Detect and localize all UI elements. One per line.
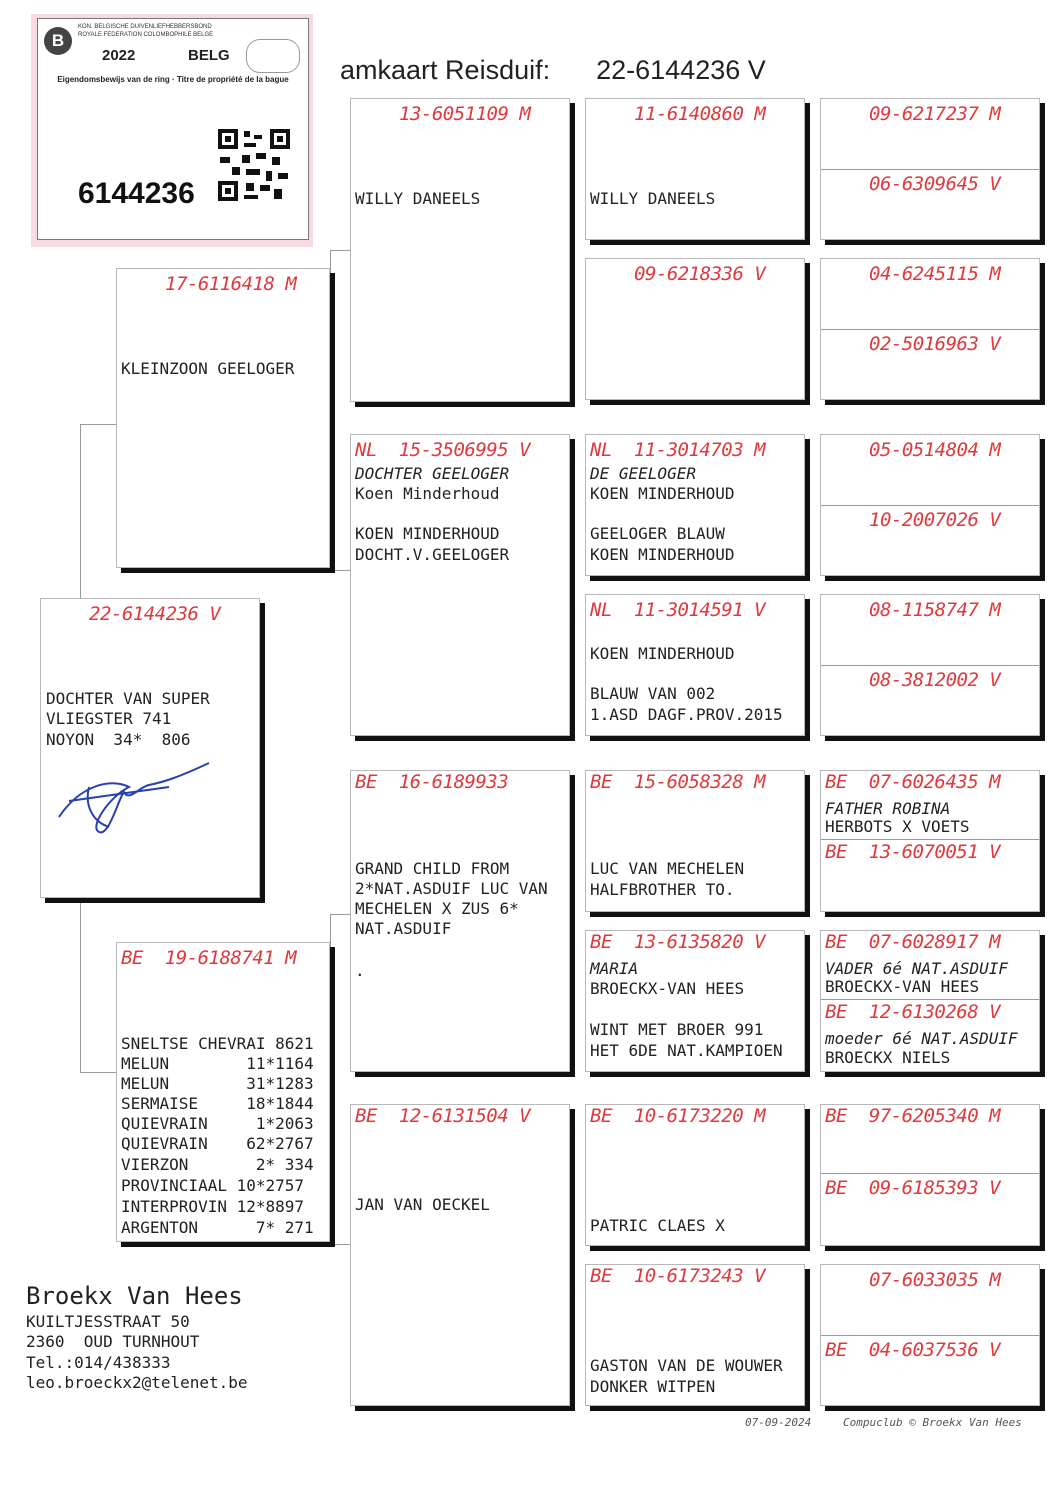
gen2-ring: NL 15-3506995 V (355, 439, 531, 461)
gen3-line: HALFBROTHER TO. (590, 880, 735, 899)
gen3-name: MARIA (590, 959, 639, 978)
gen4-ring-top: 08-1158747 M (869, 599, 1001, 621)
connector-line (330, 914, 350, 915)
divider (821, 1335, 1039, 1336)
gen2-ring: 13-6051109 M (399, 103, 531, 125)
dam-result: MELUN 11*1164 (121, 1054, 314, 1073)
gen3-ring: NL 11-3014591 V (590, 599, 766, 621)
gen3-ring: BE 10-6173243 V (590, 1265, 766, 1287)
gen3-ring: BE 15-6058328 M (590, 771, 766, 793)
ring-stamp (31, 14, 313, 247)
gen3-ring: BE 10-6173220 M (590, 1105, 766, 1127)
footer-date: 07-09-2024 (745, 1416, 812, 1429)
subject-line: NOYON 34* 806 (46, 730, 191, 749)
owner-email: leo.broeckx2@telenet.be (26, 1373, 248, 1392)
gen2-ring: BE 12-6131504 V (355, 1105, 531, 1127)
gen4-box (820, 434, 1040, 576)
gen3-line: GASTON VAN DE WOUWER (590, 1356, 783, 1375)
divider (821, 329, 1039, 330)
stamp-ring-number: 6144236 (78, 177, 195, 210)
gen4-ring-top: BE 07-6026435 M (825, 771, 1001, 793)
divider (821, 169, 1039, 170)
gen4-box (820, 594, 1040, 736)
divider (821, 999, 1039, 1000)
dam-box (116, 942, 330, 1242)
gen4-line: BROECKX NIELS (825, 1048, 951, 1067)
dam-result: PROVINCIAAL 10*2757 (121, 1176, 305, 1195)
dam-result: INTERPROVIN 12*8897 (121, 1197, 305, 1216)
gen3-line: BROECKX-VAN HEES (590, 979, 745, 998)
gen3-text: WILLY DANEELS (590, 189, 716, 208)
gen3-box (585, 594, 805, 736)
qr-code-icon (216, 127, 292, 203)
gen2-ss-box (350, 98, 570, 402)
gen3-line: GEELOGER BLAUW (590, 524, 725, 543)
gen3-line: KOEN MINDERHOUD (590, 484, 735, 503)
gen3-ring: BE 13-6135820 V (590, 931, 766, 953)
connector-line (330, 1244, 350, 1245)
divider (821, 1173, 1039, 1174)
gen2-dot: . (355, 961, 365, 980)
stamp-year: 2022 (102, 47, 136, 64)
divider (821, 665, 1039, 666)
gen4-ring-top: 07-6033035 M (869, 1269, 1001, 1291)
gen3-box (585, 258, 805, 400)
connector-line (80, 1072, 116, 1073)
connector-line (330, 914, 331, 1244)
subject-ring: 22-6144236 V (89, 603, 221, 625)
connector-line (330, 570, 350, 571)
gen3-line: WINT MET BROER 991 (590, 1020, 764, 1039)
gen2-ring: BE 16-6189933 (355, 771, 509, 793)
gen4-name: moeder 6é NAT.ASDUIF (825, 1029, 1018, 1048)
divider (821, 505, 1039, 506)
gen4-ring-bottom: BE 09-6185393 V (825, 1177, 1001, 1199)
owner-name: Broekx Van Hees (26, 1282, 243, 1310)
subject-line: VLIEGSTER 741 (46, 709, 172, 728)
title-ring: 22-6144236 V (596, 55, 766, 85)
dam-result: VIERZON 2* 334 (121, 1155, 314, 1174)
gen2-text: GRAND CHILD FROM 2*NAT.ASDUIF LUC VAN MECHELEN X ZUS 6* NAT.ASDUIF (355, 859, 548, 938)
subject-line: DOCHTER VAN SUPER (46, 689, 210, 708)
gen4-box (820, 1104, 1040, 1246)
globe-icon (246, 39, 300, 73)
gen4-ring-top: 04-6245115 M (869, 263, 1001, 285)
gen4-box (820, 770, 1040, 912)
stamp-org (78, 23, 213, 39)
gen4-ring-top: BE 97-6205340 M (825, 1105, 1001, 1127)
title-text: amkaart Reisduif: (340, 55, 551, 85)
subject-box (40, 598, 260, 898)
gen4-line: BROECKX-VAN HEES (825, 977, 980, 996)
dam-result: QUIEVRAIN 1*2063 (121, 1114, 314, 1133)
gen4-ring-bottom: 08-3812002 V (869, 669, 1001, 691)
gen3-line: 1.ASD DAGF.PROV.2015 (590, 705, 783, 724)
gen3-box (585, 1104, 805, 1246)
connector-line (330, 250, 350, 251)
gen3-box (585, 930, 805, 1072)
gen3-line: KOEN MINDERHOUD (590, 644, 735, 663)
gen2-line: DOCHT.V.GEELOGER (355, 545, 510, 564)
gen4-box (820, 1264, 1040, 1406)
owner-phone: Tel.:014/438333 (26, 1353, 171, 1372)
gen3-name: DE GEELOGER (590, 464, 696, 483)
gen4-box (820, 258, 1040, 400)
dam-result: SNELTSE CHEVRAI 8621 (121, 1034, 314, 1053)
gen4-ring-bottom: BE 12-6130268 V (825, 1001, 1001, 1023)
gen3-box (585, 434, 805, 576)
gen4-line: HERBOTS X VOETS (825, 817, 970, 836)
signature-icon (49, 757, 221, 841)
page-title (325, 24, 766, 86)
stamp-org-nl: KON. BELGISCHE DUIVENLIEFHEBBERSBOND (78, 24, 212, 30)
gen2-line: Koen Minderhoud (355, 484, 500, 503)
gen4-ring-bottom: 10-2007026 V (869, 509, 1001, 531)
owner-street: KUILTJESSTRAAT 50 (26, 1312, 190, 1331)
gen3-line: DONKER WITPEN (590, 1377, 716, 1396)
footer-credit: Compuclub © Broekx Van Hees (843, 1416, 1022, 1429)
gen4-box (820, 98, 1040, 240)
gen3-ring: 11-6140860 M (634, 103, 766, 125)
gen2-sd-box (350, 434, 570, 736)
federation-logo: B (44, 27, 72, 55)
gen3-text: PATRIC CLAES X (590, 1216, 725, 1235)
gen4-name: VADER 6é NAT.ASDUIF (825, 959, 1009, 978)
gen2-text: JAN VAN OECKEL (355, 1195, 490, 1214)
gen3-line: LUC VAN MECHELEN (590, 859, 745, 878)
connector-line (330, 250, 331, 570)
gen2-dd-box (350, 1104, 570, 1406)
dam-ring: BE 19-6188741 M (121, 947, 297, 969)
gen4-ring-bottom: BE 13-6070051 V (825, 841, 1001, 863)
stamp-org-fr: ROYALE FEDERATION COLOMBOPHILE BELGE (78, 32, 214, 38)
gen3-box (585, 98, 805, 240)
gen4-ring-top: 09-6217237 M (869, 103, 1001, 125)
connector-line (80, 424, 81, 600)
dam-result: MELUN 31*1283 (121, 1074, 314, 1093)
dam-result: SERMAISE 18*1844 (121, 1094, 314, 1113)
gen4-ring-bottom: 02-5016963 V (869, 333, 1001, 355)
gen2-name: DOCHTER GEELOGER (355, 464, 510, 483)
gen4-ring-top: BE 07-6028917 M (825, 931, 1001, 953)
gen4-name: FATHER ROBINA (825, 799, 951, 818)
stamp-property: Eigendomsbewijs van de ring · Titre de propriété de la bague (57, 75, 289, 84)
gen4-box (820, 930, 1040, 1072)
divider (821, 839, 1039, 840)
connector-line (80, 424, 116, 425)
gen2-ds-box (350, 770, 570, 1072)
gen4-ring-bottom: BE 04-6037536 V (825, 1339, 1001, 1361)
gen4-ring-top: 05-0514804 M (869, 439, 1001, 461)
sire-name: KLEINZOON GEELOGER (121, 359, 295, 378)
gen3-ring: 09-6218336 V (634, 263, 766, 285)
connector-line (80, 898, 81, 1072)
sire-box (116, 268, 330, 568)
sire-ring: 17-6116418 M (165, 273, 297, 295)
dam-result: ARGENTON 7* 271 (121, 1218, 314, 1237)
gen3-line: BLAUW VAN 002 (590, 684, 716, 703)
stamp-country: BELG (188, 47, 230, 64)
owner-city: 2360 OUD TURNHOUT (26, 1332, 200, 1351)
gen3-line: KOEN MINDERHOUD (590, 545, 735, 564)
gen2-text: WILLY DANEELS (355, 189, 481, 208)
dam-result: QUIEVRAIN 62*2767 (121, 1134, 314, 1153)
gen4-ring-bottom: 06-6309645 V (869, 173, 1001, 195)
gen2-line: KOEN MINDERHOUD (355, 524, 500, 543)
gen3-box (585, 770, 805, 912)
gen3-box (585, 1264, 805, 1406)
gen3-line: HET 6DE NAT.KAMPIOEN (590, 1041, 783, 1060)
gen3-ring: NL 11-3014703 M (590, 439, 766, 461)
